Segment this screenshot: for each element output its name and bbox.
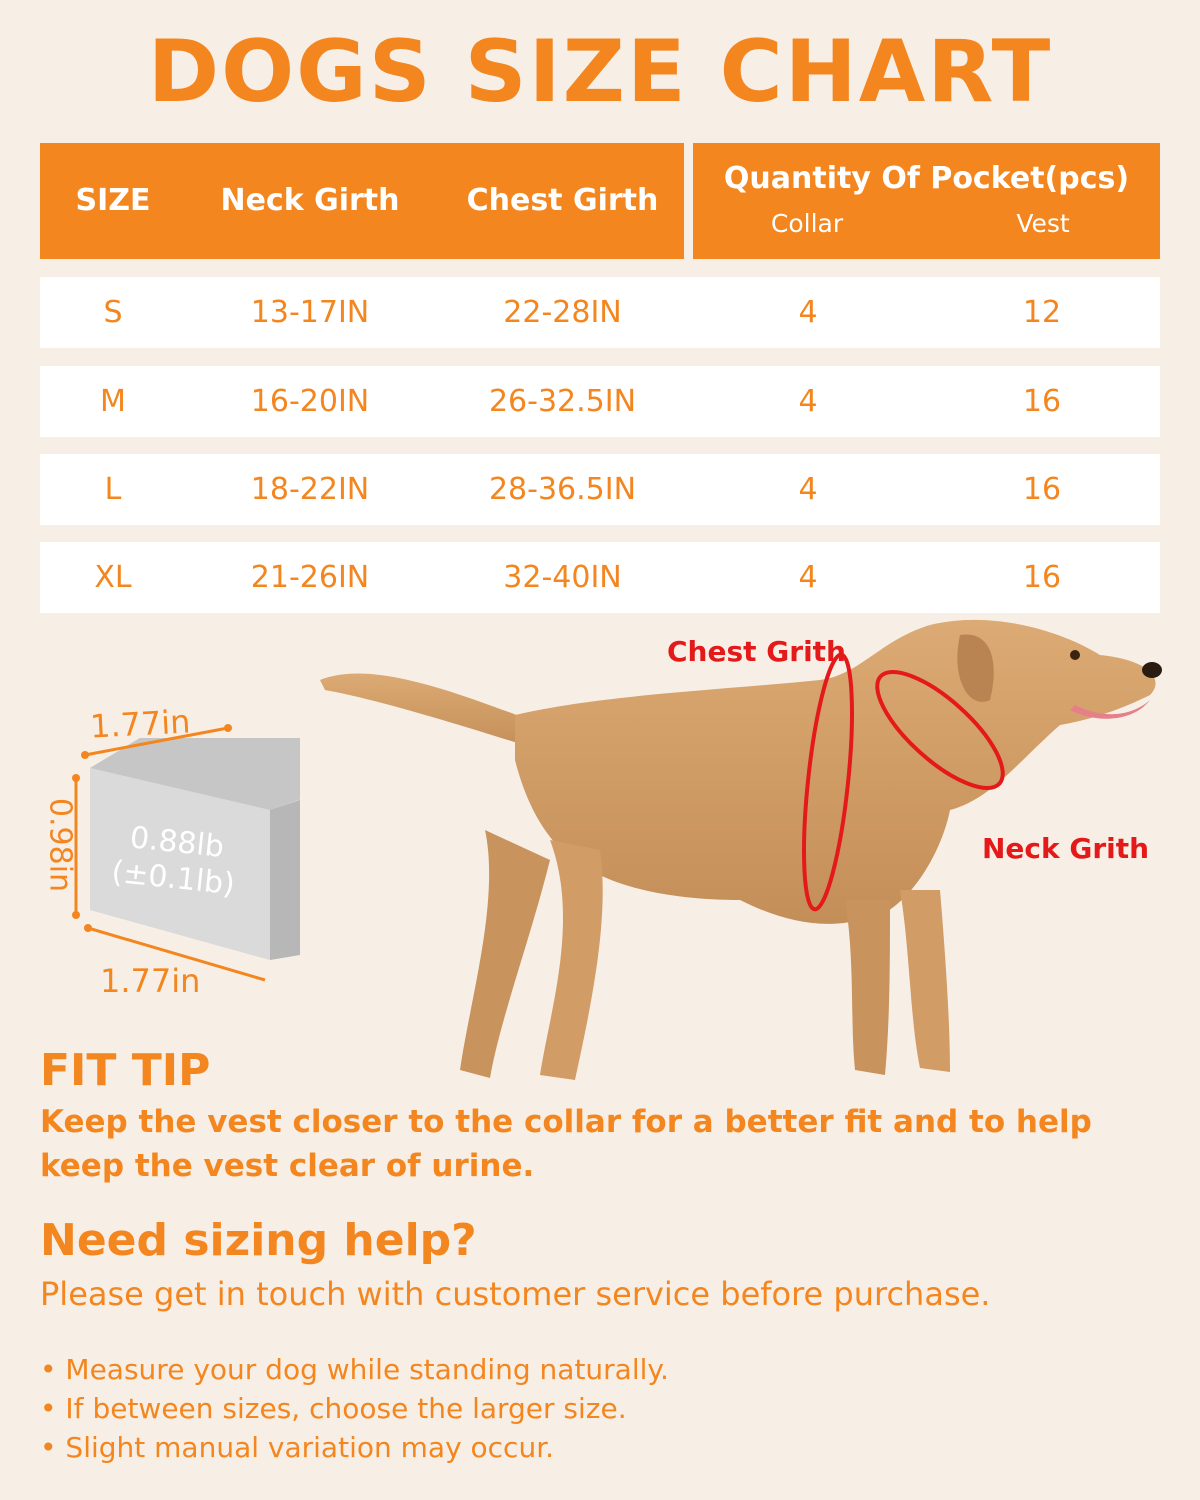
neck-girth-label: Neck Grith <box>982 832 1150 865</box>
header-vest: Vest <box>1016 209 1070 238</box>
row-neck: 16-20IN <box>250 384 370 419</box>
row-size: S <box>103 295 123 330</box>
page-title: DOGS SIZE CHART <box>147 22 1053 122</box>
dog-eye <box>1070 650 1080 660</box>
tips-list <box>40 1350 669 1467</box>
row-size: M <box>100 384 126 419</box>
dog-tail <box>320 674 540 750</box>
row-neck: 18-22IN <box>250 472 370 507</box>
dog-back-leg-right <box>540 840 603 1080</box>
row-neck: 21-26IN <box>250 560 370 595</box>
chest-girth-label: Chest Grith <box>667 635 846 668</box>
row-collar: 4 <box>798 560 818 595</box>
box-side-dimension <box>20 790 100 900</box>
table-row <box>40 454 1160 525</box>
box-top-dimension: 1.77in <box>89 702 192 746</box>
dog-front-leg-left <box>845 900 890 1075</box>
row-collar: 4 <box>798 295 818 330</box>
row-collar: 4 <box>798 384 818 419</box>
box-bottom-dimension: 1.77in <box>100 962 201 1000</box>
weight-tolerance: (±0.1lb) <box>109 854 237 903</box>
sizing-help-text: Please get in touch with customer service before purchase. <box>40 1275 991 1313</box>
box-side-face <box>270 800 300 960</box>
row-vest: 16 <box>1022 384 1062 419</box>
weight-value: 0.88lb <box>128 820 226 865</box>
row-chest: 26-32.5IN <box>488 384 637 419</box>
row-chest: 22-28IN <box>503 295 622 330</box>
row-vest: 12 <box>1022 295 1062 330</box>
list-item: • If between sizes, choose the larger size. <box>40 1389 669 1428</box>
row-collar: 4 <box>798 472 818 507</box>
header-size: SIZE <box>75 183 151 218</box>
header-chest-girth: Chest Girth <box>466 183 659 218</box>
row-chest: 32-40IN <box>503 560 622 595</box>
header-pocket-quantity: Quantity Of Pocket(pcs) <box>723 161 1130 196</box>
dog-front-leg-right <box>900 890 950 1072</box>
header-collar: Collar <box>770 209 844 238</box>
list-item: • Slight manual variation may occur. <box>40 1428 669 1467</box>
dog-back-leg-left <box>460 830 550 1078</box>
row-size: L <box>104 472 122 507</box>
list-item: • Measure your dog while standing naturally. <box>40 1350 669 1389</box>
dog-nose <box>1142 662 1162 678</box>
row-vest: 16 <box>1022 472 1062 507</box>
table-header-pocket <box>693 143 1160 259</box>
fit-tip-text: Keep the vest closer to the collar for a better fit and to help keep the vest clear of urine. <box>40 1104 1092 1184</box>
fit-tip-title: FIT TIP <box>40 1045 211 1096</box>
box-side-dimension-text: 0.98in <box>42 797 78 893</box>
row-vest: 16 <box>1022 560 1062 595</box>
table-row <box>40 277 1160 348</box>
row-chest: 28-36.5IN <box>488 472 637 507</box>
table-header-left <box>40 143 684 259</box>
sizing-help-title: Need sizing help? <box>40 1215 477 1266</box>
row-size: XL <box>94 560 132 595</box>
row-neck: 13-17IN <box>250 295 370 330</box>
table-row <box>40 366 1160 437</box>
header-neck-girth: Neck Girth <box>220 183 400 218</box>
